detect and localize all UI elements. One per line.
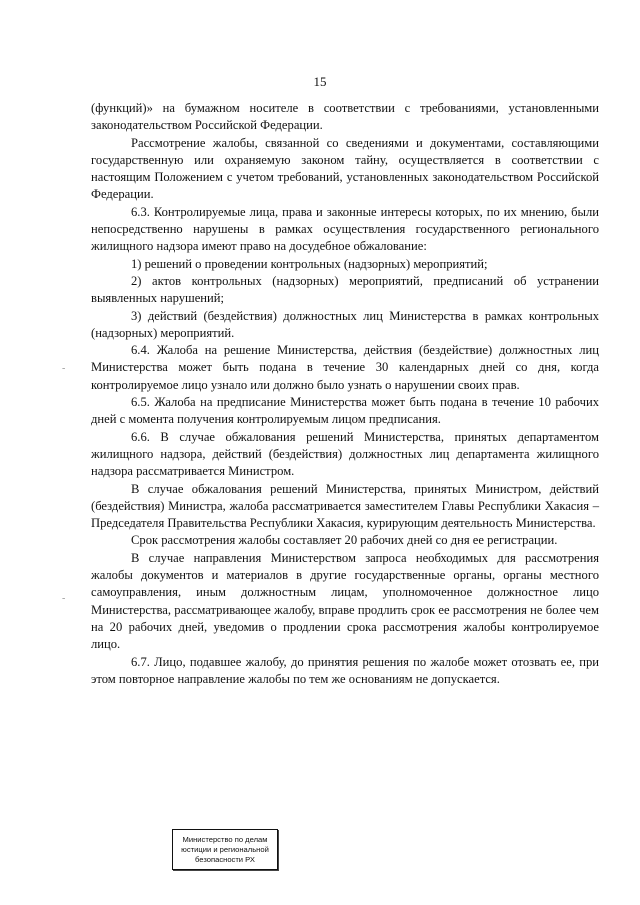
ministry-stamp <box>172 829 278 870</box>
stamp-line: Министерство по делам <box>182 834 268 844</box>
paragraph-6-7: 6.7. Лицо, подавшее жалобу, до принятия решения по жалобе может отозвать ее, при этом повторное направление жалобы по тем же основаниям не допускается. <box>91 654 599 686</box>
list-item-1: 1) решений о проведении контрольных (надзорных) мероприятий; <box>131 256 488 271</box>
paragraph-6-3: 6.3. Контролируемые лица, права и законные интересы которых, по их мнению, были непосредственно нарушены в рамках осуществления государственного регионального жилищного надзора имеют право на досудебное обжалование: <box>91 204 599 254</box>
stamp-line: юстиции и региональной <box>181 844 269 854</box>
margin-mark: - <box>62 363 66 374</box>
paragraph-1: (функций)» на бумажном носителе в соответствии с требованиями, установленными законодательством Российской Федерации. <box>91 101 599 133</box>
page-number: 15 <box>313 74 327 89</box>
list-item-2: 2) актов контрольных (надзорных) мероприятий, предписаний об устранении выявленных нарушений; <box>91 273 599 306</box>
paragraph-6-4: 6.4. Жалоба на решение Министерства, действия (бездействие) должностных лиц Министерства может быть подана в течение 30 календарных дней со дня, когда контролируемое лицо узнало или должно было узнать о нарушении своих прав. <box>91 343 599 392</box>
paragraph-minister-appeal: В случае обжалования решений Министерства, принятых Министром, действий (бездействия) Министра, жалоба рассматривается заместителем Главы Республики Хакасия – Председателя Правительства Республики Хакасия, курирующим деятельность Министерства. <box>91 481 599 531</box>
stamp-line: безопасности РХ <box>195 854 255 864</box>
paragraph-2: Рассмотрение жалобы, связанной со сведениями и документами, составляющими государственную или охраняемую законом тайну, осуществляется в соответствии с настоящим Положением с учетом требований, установленных законодательством Российской Федерации. <box>91 135 599 202</box>
paragraph-6-6: 6.6. В случае обжалования решений Министерства, принятых департаментом жилищного надзора, действий (бездействия) должностных лиц департамента жилищного надзора рассматривается Министром. <box>91 429 599 479</box>
document-body <box>91 100 599 688</box>
paragraph-6-5: 6.5. Жалоба на предписание Министерства может быть подана в течение 10 рабочих дней с момента получения контролируемым лицом предписания. <box>91 395 599 427</box>
margin-mark: - <box>62 593 66 604</box>
paragraph-extension: В случае направления Министерством запроса необходимых для рассмотрения жалобы документов и материалов в другие государственные органы, органы местного самоуправления, иным должностным лицам, уполномоченное должностное лицо Министерства, рассматривающее жалобу, вправе продлить срок ее рассмотрения не более чем на 20 рабочих дней, уведомив о продлении срока рассмотрения жалобы контролируемое лицо. <box>91 550 599 652</box>
list-item-3: 3) действий (бездействия) должностных лиц Министерства в рамках контрольных (надзорных) мероприятий. <box>91 308 599 340</box>
paragraph-review-term: Срок рассмотрения жалобы составляет 20 рабочих дней со дня ее регистрации. <box>131 533 558 548</box>
